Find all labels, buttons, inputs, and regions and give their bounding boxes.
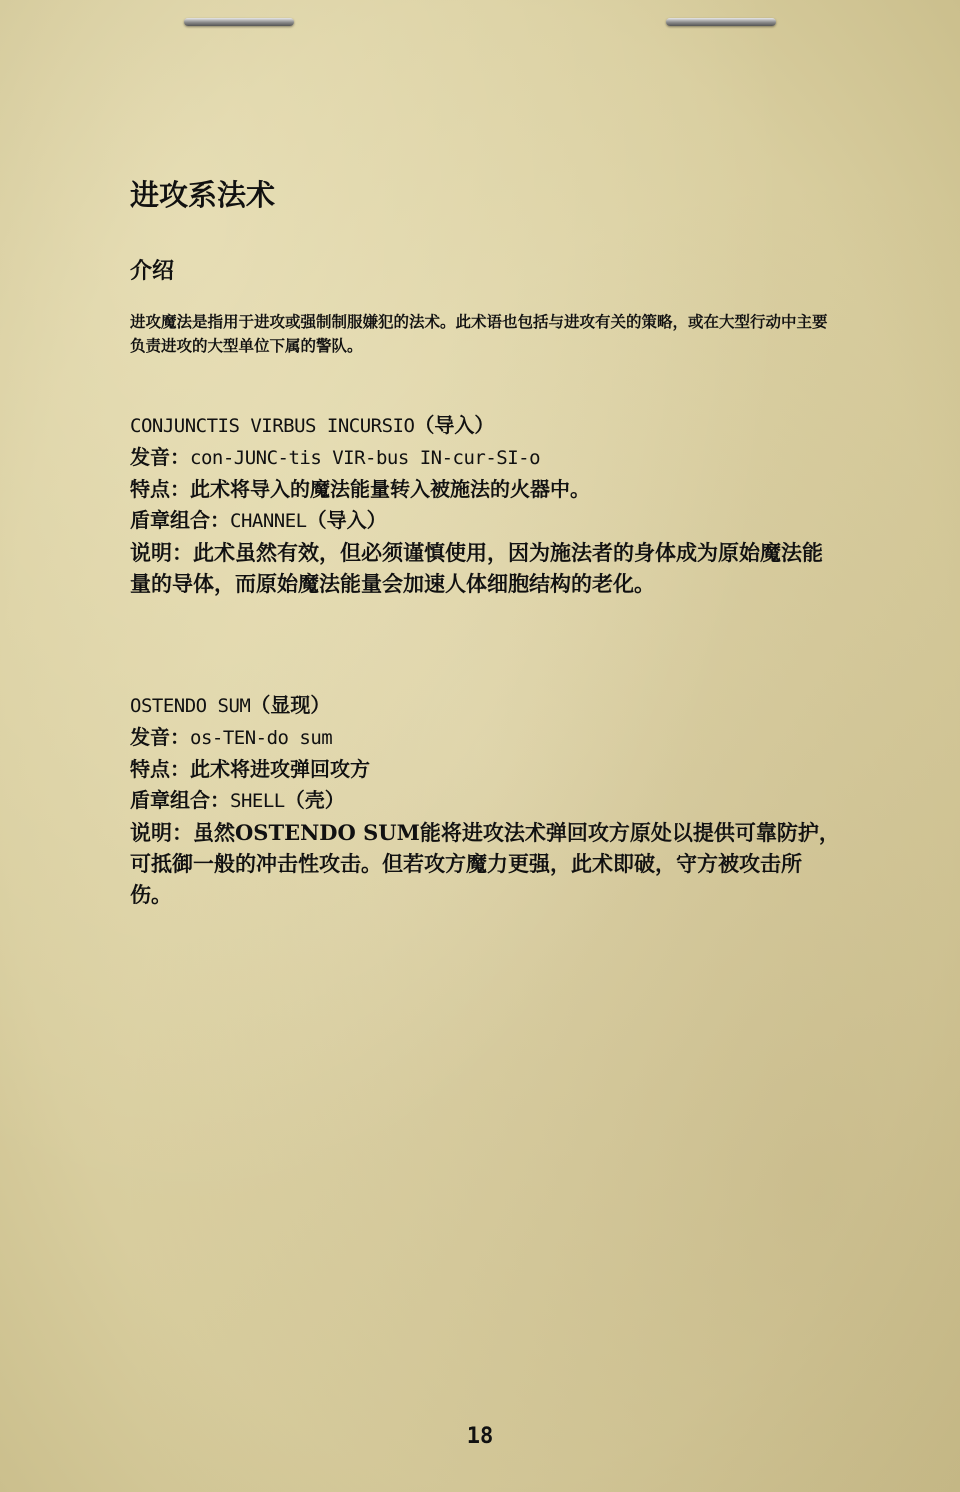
spell-entry	[130, 690, 840, 910]
feature-label: 特点：	[130, 757, 190, 781]
spell-name-cn: （导入）	[414, 413, 495, 437]
description-text: 此术虽然有效，但必须谨慎使用，因为施法者的身体成为原始魔法能量的导体，而原始魔法能量会加速人体细胞结构的老化。	[130, 540, 823, 596]
emblem-label: 盾章组合：	[130, 788, 230, 812]
spell-entry	[130, 410, 840, 599]
pronunciation-line	[130, 722, 840, 754]
description	[130, 537, 840, 599]
pronunciation-label: 发音：	[130, 725, 190, 749]
feature-line	[130, 754, 840, 785]
emblem-value: SHELL	[230, 790, 285, 812]
page-title: 进攻系法术	[130, 178, 276, 212]
pronunciation-value: os-TEN-do sum	[190, 727, 333, 749]
intro-text: 进攻魔法是指用于进攻或强制制服嫌犯的法术。此术语也包括与进攻有关的策略，或在大型行动中主要负责进攻的大型单位下属的警队。	[130, 312, 828, 355]
emblem-cn: （壳）	[284, 788, 345, 812]
binder-clip-left	[184, 18, 294, 26]
description-text: 虽然OSTENDO SUM能将进攻法术弹回攻方原处以提供可靠防护，可抵御一般的冲击性攻击。但若攻方魔力更强，此术即破，守方被攻击所伤。	[130, 820, 840, 907]
description	[130, 817, 840, 910]
description-label: 说明：	[130, 820, 193, 845]
emblem-value: CHANNEL	[230, 510, 307, 532]
intro-heading: 介绍	[130, 258, 175, 284]
spell-name: CONJUNCTIS VIRBUS INCURSIO	[130, 415, 415, 437]
pronunciation-value: con-JUNC-tis VIR-bus IN-cur-SI-o	[190, 447, 541, 469]
emblem-label: 盾章组合：	[130, 508, 230, 532]
pronunciation-line	[130, 442, 840, 474]
feature-value: 此术将进攻弹回攻方	[190, 757, 370, 781]
description-label: 说明：	[130, 540, 193, 565]
emblem-line	[130, 785, 840, 817]
spell-name-line	[130, 690, 840, 722]
feature-line	[130, 474, 840, 505]
feature-label: 特点：	[130, 477, 190, 501]
feature-value: 此术将导入的魔法能量转入被施法的火器中。	[190, 477, 590, 501]
page-number: 18	[466, 1424, 494, 1449]
pronunciation-label: 发音：	[130, 445, 190, 469]
spell-name-cn: （显现）	[250, 693, 331, 717]
binder-clip-right	[666, 18, 776, 26]
emblem-cn: （导入）	[306, 508, 387, 532]
spell-name-line	[130, 410, 840, 442]
spell-name: OSTENDO SUM	[130, 695, 251, 717]
emblem-line	[130, 505, 840, 537]
